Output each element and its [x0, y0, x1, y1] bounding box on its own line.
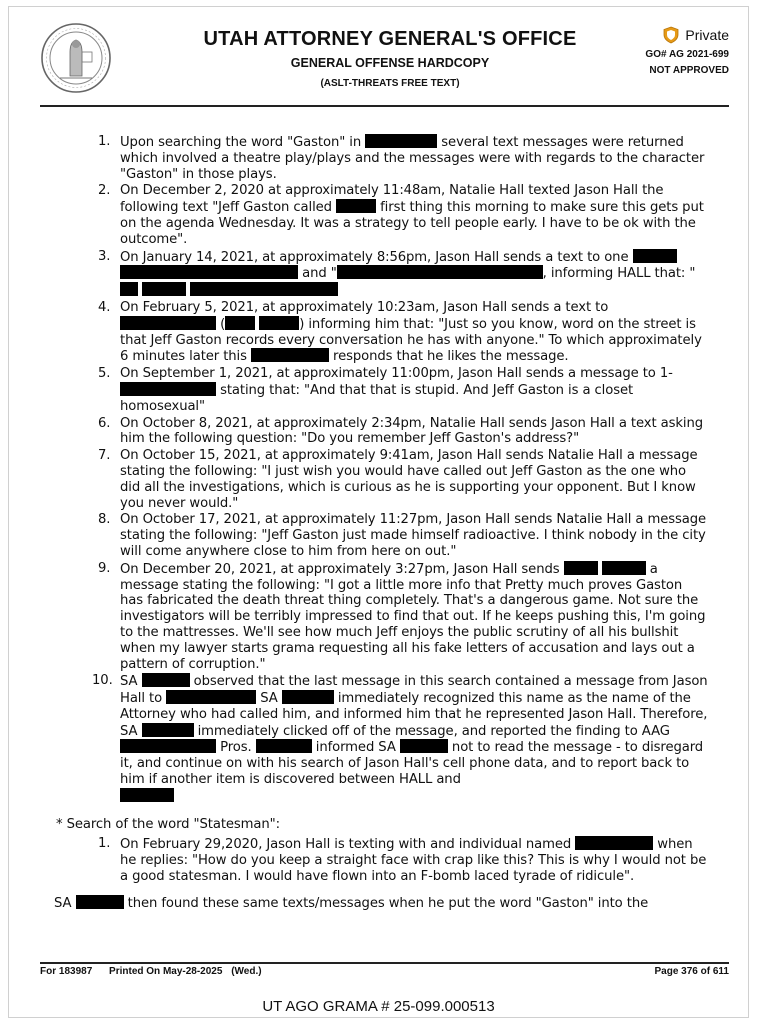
approval-status: NOT APPROVED	[649, 65, 729, 76]
private-label: Private	[685, 27, 729, 43]
printed-weekday: (Wed.)	[231, 966, 262, 977]
item-number: 8.	[98, 512, 111, 528]
redaction	[76, 895, 124, 909]
office-title: UTAH ATTORNEY GENERAL'S OFFICE	[203, 28, 577, 50]
redaction	[190, 282, 338, 296]
redaction	[166, 690, 256, 704]
redaction	[259, 316, 299, 330]
item-text: when he replies: "How do you keep a straight face with crap like this? This is why I would not be a good statesman. I would have flown into an F-bomb laced tyrade of ridicule".	[120, 837, 707, 885]
page-number: Page 376 of 611	[654, 966, 729, 977]
redaction	[142, 282, 186, 296]
item-text: several text messages were returned which involved a theatre play/plays and the messages were with regards to the character "Gaston" in those plays.	[120, 135, 705, 182]
redaction	[142, 673, 190, 687]
item-text: , informing HALL that: "	[542, 266, 696, 282]
item-text: responds that he likes the message.	[328, 349, 569, 365]
item-number: 5.	[98, 366, 111, 382]
list-item	[98, 248, 708, 299]
item-number: 10.	[92, 673, 113, 689]
list-item	[98, 836, 708, 885]
item-text: On October 8, 2021, at approximately 2:34pm, Natalie Hall sends Jason Hall a text asking him the following question: "Do you remember Jeff Gaston's address?"	[120, 415, 704, 447]
closing-paragraph	[54, 895, 708, 912]
item-text: ) informing him that: "Just so you know, word on the street is that Jeff Gaston records every conversation he has with anyone." To which approximately 6 minutes later this	[120, 316, 702, 365]
item-text: SA	[120, 674, 142, 690]
item-text: SA	[256, 691, 282, 707]
redaction	[564, 561, 598, 575]
redaction	[256, 739, 312, 753]
item-number: 2.	[98, 183, 111, 199]
item-text: On September 1, 2021, at approximately 11:00pm, Jason Hall sends a message to 1-	[120, 366, 673, 382]
redaction	[633, 249, 677, 263]
item-text: informed SA	[311, 740, 400, 756]
item-number: 9.	[98, 560, 111, 576]
item-text: a message stating the following: "I got a little more info that Pretty much proves Gaston has fabricated the death threat thing completely. That's a dangerous game. Not sure the investigators will be terribly impressed to find that out. If he keeps pushing this, I'm going to the mattresses. We'll see how much Jeff enjoys the public scrutiny of all his bullshit when my lawyer starts grama requesting all his fake letters of accusation and lays out a pattern of corruption."	[120, 561, 706, 672]
item-text: and "	[298, 266, 337, 282]
printed-date: Printed On May-28-2025	[109, 966, 223, 977]
header-status-block	[645, 26, 729, 76]
list-item	[98, 299, 708, 365]
redaction	[251, 348, 329, 362]
statesman-search-results	[56, 836, 708, 884]
redaction	[120, 739, 216, 753]
redaction	[365, 134, 437, 148]
item-text: On October 15, 2021, at approximately 9:41am, Jason Hall sends Natalie Hall a message stating the following: "I just wish you would have called out Jeff Gaston as the one who did all the investigations, which is curious as he is supporting your opponent. But I know you never would."	[120, 448, 698, 511]
item-number: 3.	[98, 248, 111, 264]
item-text: (	[216, 316, 226, 332]
redaction	[336, 199, 376, 213]
tail-text: then found these same texts/messages when he put the word "Gaston" into the	[123, 895, 649, 911]
list-item	[98, 415, 708, 448]
item-number: 4.	[98, 299, 111, 315]
redaction	[575, 836, 653, 850]
redaction	[225, 316, 255, 330]
redaction	[120, 382, 216, 396]
list-item	[98, 183, 708, 247]
item-number: 7.	[98, 448, 111, 464]
footer-divider	[40, 962, 729, 964]
item-number: 1.	[98, 836, 111, 852]
item-number: 6.	[98, 415, 111, 431]
redaction	[337, 265, 543, 279]
item-text: On January 14, 2021, at approximately 8:56pm, Jason Hall sends a text to one	[120, 249, 633, 265]
list-item	[98, 512, 708, 559]
list-item	[98, 448, 708, 511]
footer-left	[40, 966, 276, 977]
redaction	[602, 561, 646, 575]
section-heading: * Search of the word "Statesman":	[56, 816, 280, 832]
item-text: stating that: "And that that is stupid. And Jeff Gaston is a closet homosexual"	[120, 382, 634, 414]
item-number: 1.	[98, 134, 111, 149]
item-text: observed that the last message in this search contained a message from Jason Hall to	[120, 674, 708, 707]
list-item	[92, 673, 708, 804]
redaction	[282, 690, 334, 704]
item-text: Pros.	[216, 740, 256, 756]
item-text: On October 17, 2021, at approximately 11:27pm, Jason Hall sends Natalie Hall a message stating the following: "Jeff Gaston just made himself radioactive. I think nobody in the city will come anywhere close to him from here on out."	[120, 512, 707, 559]
report-subtype: (ASLT-THREATS FREE TEXT)	[320, 78, 460, 89]
header-divider	[40, 105, 729, 107]
item-text: On December 2, 2020 at approximately 11:48am, Natalie Hall texted Jason Hall the following text "Jeff Gaston called	[120, 183, 664, 216]
redaction	[120, 265, 298, 279]
tail-text: SA	[54, 895, 76, 911]
page-footer	[40, 966, 729, 977]
bates-number: UT AGO GRAMA # 25-099.000513	[262, 998, 495, 1015]
state-seal-icon	[40, 22, 112, 94]
list-item	[98, 134, 708, 182]
report-body	[56, 134, 708, 912]
item-text: Upon searching the word "Gaston" in	[120, 135, 366, 150]
gaston-search-results	[56, 134, 708, 805]
go-number: GO# AG 2021-699	[645, 49, 729, 60]
privacy-row	[645, 26, 729, 44]
list-item	[98, 366, 708, 414]
list-item	[98, 560, 708, 673]
redaction	[142, 723, 194, 737]
item-text: On December 20, 2021, at approximately 3:27pm, Jason Hall sends	[120, 561, 564, 577]
shield-icon	[663, 26, 679, 44]
item-text: On February 29,2020, Jason Hall is texting with and individual named	[120, 837, 576, 853]
item-text: immediately clicked off of the message, and reported the finding to AAG	[193, 723, 670, 739]
redaction	[120, 788, 174, 802]
redaction	[120, 282, 138, 296]
item-text: On February 5, 2021, at approximately 10:23am, Jason Hall sends a text to	[120, 299, 609, 315]
redaction	[120, 316, 216, 330]
item-text: not to read the message - to disregard it, and continue on with his search of Jason Hall's cell phone data, and to report back to him if another item is discovered between HALL and	[120, 740, 704, 788]
item-text: first thing this morning to make sure this gets put on the agenda Wednesday. It was a strategy to tell people early. I have to be ok with the outcome".	[120, 200, 704, 247]
redaction	[400, 739, 448, 753]
record-id: For 183987	[40, 966, 93, 977]
report-type: GENERAL OFFENSE HARDCOPY	[290, 56, 490, 70]
item-text: immediately recognized this name as the name of the Attorney who had called him, and informed him that he represented Jason Hall. Therefore, SA	[120, 691, 708, 739]
